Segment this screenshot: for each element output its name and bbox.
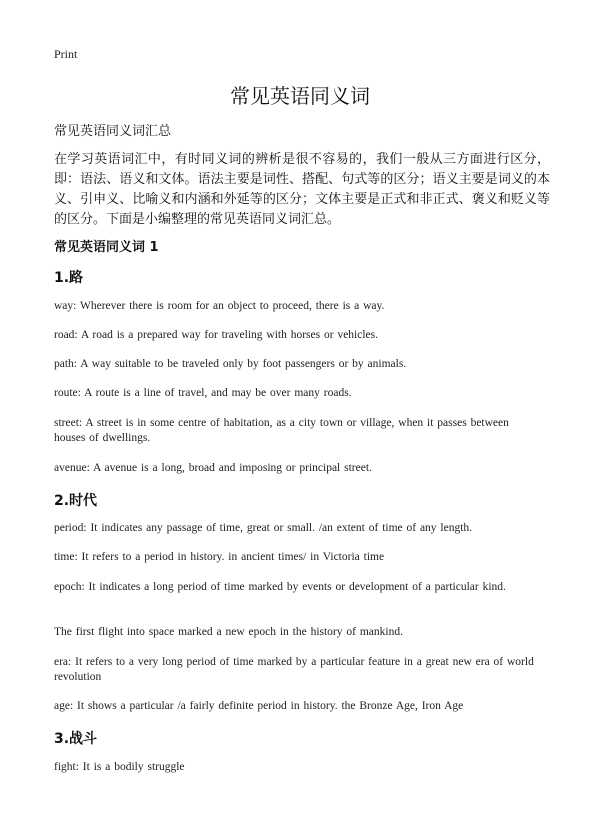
entry-paragraph: era: It refers to a very long period of time marked by a particular feature in a great new era of world revolution — [54, 656, 534, 683]
category-heading: 2.时代 — [54, 493, 98, 509]
entry-paragraph: age: It shows a particular /a fairly definite period in history. the Bronze Age, Iron Age — [54, 700, 464, 712]
entry-paragraph: route: A route is a line of travel, and may be over many roads. — [54, 387, 352, 399]
print-link[interactable]: Print — [54, 47, 78, 61]
section-heading: 常见英语同义词 1 — [54, 240, 159, 255]
entry-paragraph: road: A road is a prepared way for traveling with horses or vehicles. — [54, 329, 378, 341]
entry-paragraph: avenue: A avenue is a long, broad and imposing or principal street. — [54, 462, 372, 474]
entry-paragraph: time: It refers to a period in history. in ancient times/ in Victoria time — [54, 551, 385, 563]
entry-paragraph: fight: It is a bodily struggle — [54, 761, 185, 773]
subtitle: 常见英语同义词汇总 — [54, 124, 172, 139]
entry-paragraph: period: It indicates any passage of time, great or small. /an extent of time of any length. — [54, 522, 473, 534]
entry-paragraph: The first flight into space marked a new epoch in the history of mankind. — [54, 626, 403, 638]
category-heading: 3.战斗 — [54, 731, 98, 747]
category-heading: 1.路 — [54, 270, 84, 286]
page-title: 常见英语同义词 — [230, 84, 370, 108]
entry-paragraph: path: A way suitable to be traveled only by foot passengers or by animals. — [54, 358, 407, 370]
entry-paragraph: street: A street is in some centre of habitation, as a city town or village, when it passes between houses of dwellings. — [54, 417, 509, 444]
entry-paragraph: epoch: It indicates a long period of time marked by events or development of a particular kind. — [54, 581, 506, 593]
intro-paragraph: 在学习英语词汇中，有时同义词的辨析是很不容易的，我们一般从三方面进行区分，即：语法、语义和文体。语法主要是词性、搭配、句式等的区分；语义主要是词义的本义、引申义、比喻义和内涵和外延等的区分；文体主要是正式和非正式、褒义和贬义等的区分。下面是小编整理的常见英语同义词汇总。 — [54, 152, 550, 227]
entry-paragraph: way: Wherever there is room for an object to proceed, there is a way. — [54, 300, 385, 312]
